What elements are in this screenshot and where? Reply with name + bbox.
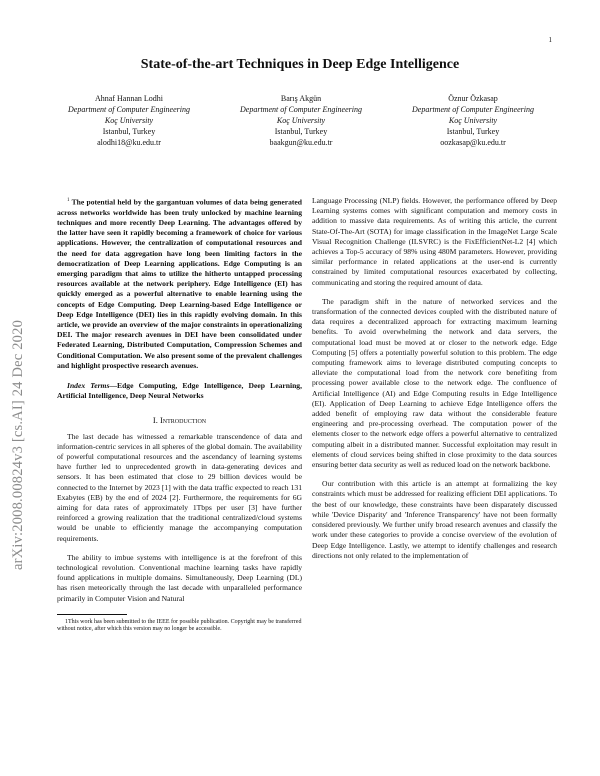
left-column (57, 196, 302, 634)
abstract-footnote-marker: 1 (67, 198, 70, 203)
paragraph: Language Processing (NLP) fields. However, the performance offered by Deep Learning systems comes with significant computation and memory costs in addition to massive data requirements. As of writing this article, the current State-Of-The-Art (SOTA) for image classification in the ImageNet Large Scale Visual Recognition Challenge (ILSVRC) is the FixEfficientNet-L2 [4] which achieves a Top-5 accuracy of 98% using 480M parameters. However, providing similar performance in related applications at the user-end is currently constrained by limited computational resources exacerbated by collecting, communicating and storing the required amount of data. (312, 196, 557, 287)
author-university: Koç University (104, 116, 154, 125)
section-heading-introduction: I. Introduction (152, 415, 207, 426)
arxiv-identifier: arXiv:2008.00824v3 [cs.AI] 24 Dec 2020 (10, 319, 26, 570)
paragraph: The paradigm shift in the nature of networked services and the transformation of the connected devices coupled with the distributed nature of data requires a decentralized approach for extracting maximum learning benefits. To avoid overwhelming the network and data servers, the computational load must be moved at or closer to the network edge. Edge Computing [5] offers a potentially powerful solution to this problem. The edge computing framework aims to leverage distributed computing concepts to alleviate the computational load from the network core benefiting from processing power available close to the network edge. The confluence of Artificial Intelligence (AI) and Edge Computing results in Edge Intelligence (EI). Application of Deep Learning to achieve Edge Intelligence offers the added benefit of employing raw data without the considerable feature engineering and pre-processing overhead. The computation power of the elements closer to the network edge offers a powerful alternative to centralized computing albeit in a distributed manner. Successful exploitation may result in elements of cloud services being shifted in close proximity to the data sources ensuring better data security as well as reduced load on the network backbone. (312, 296, 557, 470)
paper-title: State-of-the-art Techniques in Deep Edge Intelligence (140, 57, 460, 72)
author-email: alodhi18@ku.edu.tr (97, 138, 161, 147)
author-department: Department of Computer Engineering (240, 105, 362, 114)
index-terms-text: —Edge Computing, Edge Intelligence, Deep Learning, Artificial Intelligence, Deep Neural Networks (57, 380, 302, 401)
author-email: oozkasap@ku.edu.tr (440, 138, 506, 147)
footnote: 1This work has been submitted to the IEEE for possible publication. Copyright may be transferred without notice, after which this version may no longer be accessible. (57, 618, 302, 633)
author-name: Ahnaf Hannan Lodhi (95, 94, 163, 103)
author-1 (44, 93, 214, 148)
author-university: Koç University (276, 116, 326, 125)
paragraph: The last decade has witnessed a remarkable transcendence of data and information-centric services in all spheres of the global domain. The availability of powerful computational resources and the ascendancy of learning systems have further led to unprecedented growth in data-generating devices and sensors. It has been estimated that close to 29 billion devices would be connected to the Internet by 2023 [1] with the data traffic expected to reach 131 Exabytes (EB) by the end of 2024 [2]. Furthermore, the requirements for 6G aiming for data rates of approximately 1Tbps per user [3] have further reinforced a growing realization that the traditional centralized/cloud systems would be unable to efficiently manage the accompanying computation requirements. (57, 431, 302, 543)
author-department: Department of Computer Engineering (412, 105, 534, 114)
author-block (44, 93, 558, 148)
author-name: Barış Akgün (280, 94, 322, 103)
author-2 (216, 93, 386, 148)
footnote-divider (57, 614, 127, 615)
author-university: Koç University (448, 116, 498, 125)
author-city: Istanbul, Turkey (102, 127, 156, 136)
page-number: 1 (548, 36, 552, 44)
paragraph: The ability to imbue systems with intelligence is at the forefront of this technological revolution. Conventional machine learning tasks have rapidly found applications in multiple domains. Simultaneously, Deep Learning (DL) has risen meteorically through the last decade with unparalleled performance primarily in Computer Vision and Natural (57, 552, 302, 603)
index-terms (57, 381, 302, 401)
author-email: baakgun@ku.edu.tr (269, 138, 333, 147)
author-name: Öznur Özkasap (448, 94, 498, 103)
right-column (312, 196, 557, 561)
index-terms-label: Index Terms (67, 380, 110, 390)
paragraph: Our contribution with this article is an attempt at formalizing the key constraints which must be addressed for realizing efficient DEI applications. To the best of our knowledge, these constraints have been disparately discussed while 'Device Disparity' and 'Inference Transparency' have not been formally considered previously. We further unify broad research avenues and classify the work under these categories to provide a concise overview of the evolution of Deep Edge Intelligence. Lastly, we attempt to identify challenges and research directions not only related to the implementation of (312, 479, 557, 560)
abstract-text: The potential held by the gargantuan volumes of data being generated across networks worldwide has been truly unlocked by machine learning techniques and more recently Deep Learning. The advantages offered by the latter have seen it rapidly becoming a framework of choice for various applications. However, the centralization of computational resources and the need for data aggregation have long been limiting factors in the democratization of Deep Learning applications. Edge Computing is an emerging paradigm that aims to utilize the hitherto untapped processing resources available at the network periphery. Edge Intelligence (EI) has quickly emerged as a powerful alternative to enable learning using the concepts of Edge Computing. Deep Learning-based Edge Intelligence or Deep Edge Intelligence (DEI) lies in this rapidly evolving domain. In this article, we provide an overview of the major constraints in operationalizing DEI. The major research avenues in DEI have been consolidated under Federated Learning, Distributed Computation, Compression Schemes and Conditional Computation. We also present some of the prevalent challenges and highlight prospective research avenues. (57, 197, 302, 370)
author-city: Istanbul, Turkey (274, 127, 328, 136)
abstract (57, 196, 302, 371)
author-department: Department of Computer Engineering (68, 105, 190, 114)
author-city: Istanbul, Turkey (446, 127, 500, 136)
author-3 (388, 93, 558, 148)
